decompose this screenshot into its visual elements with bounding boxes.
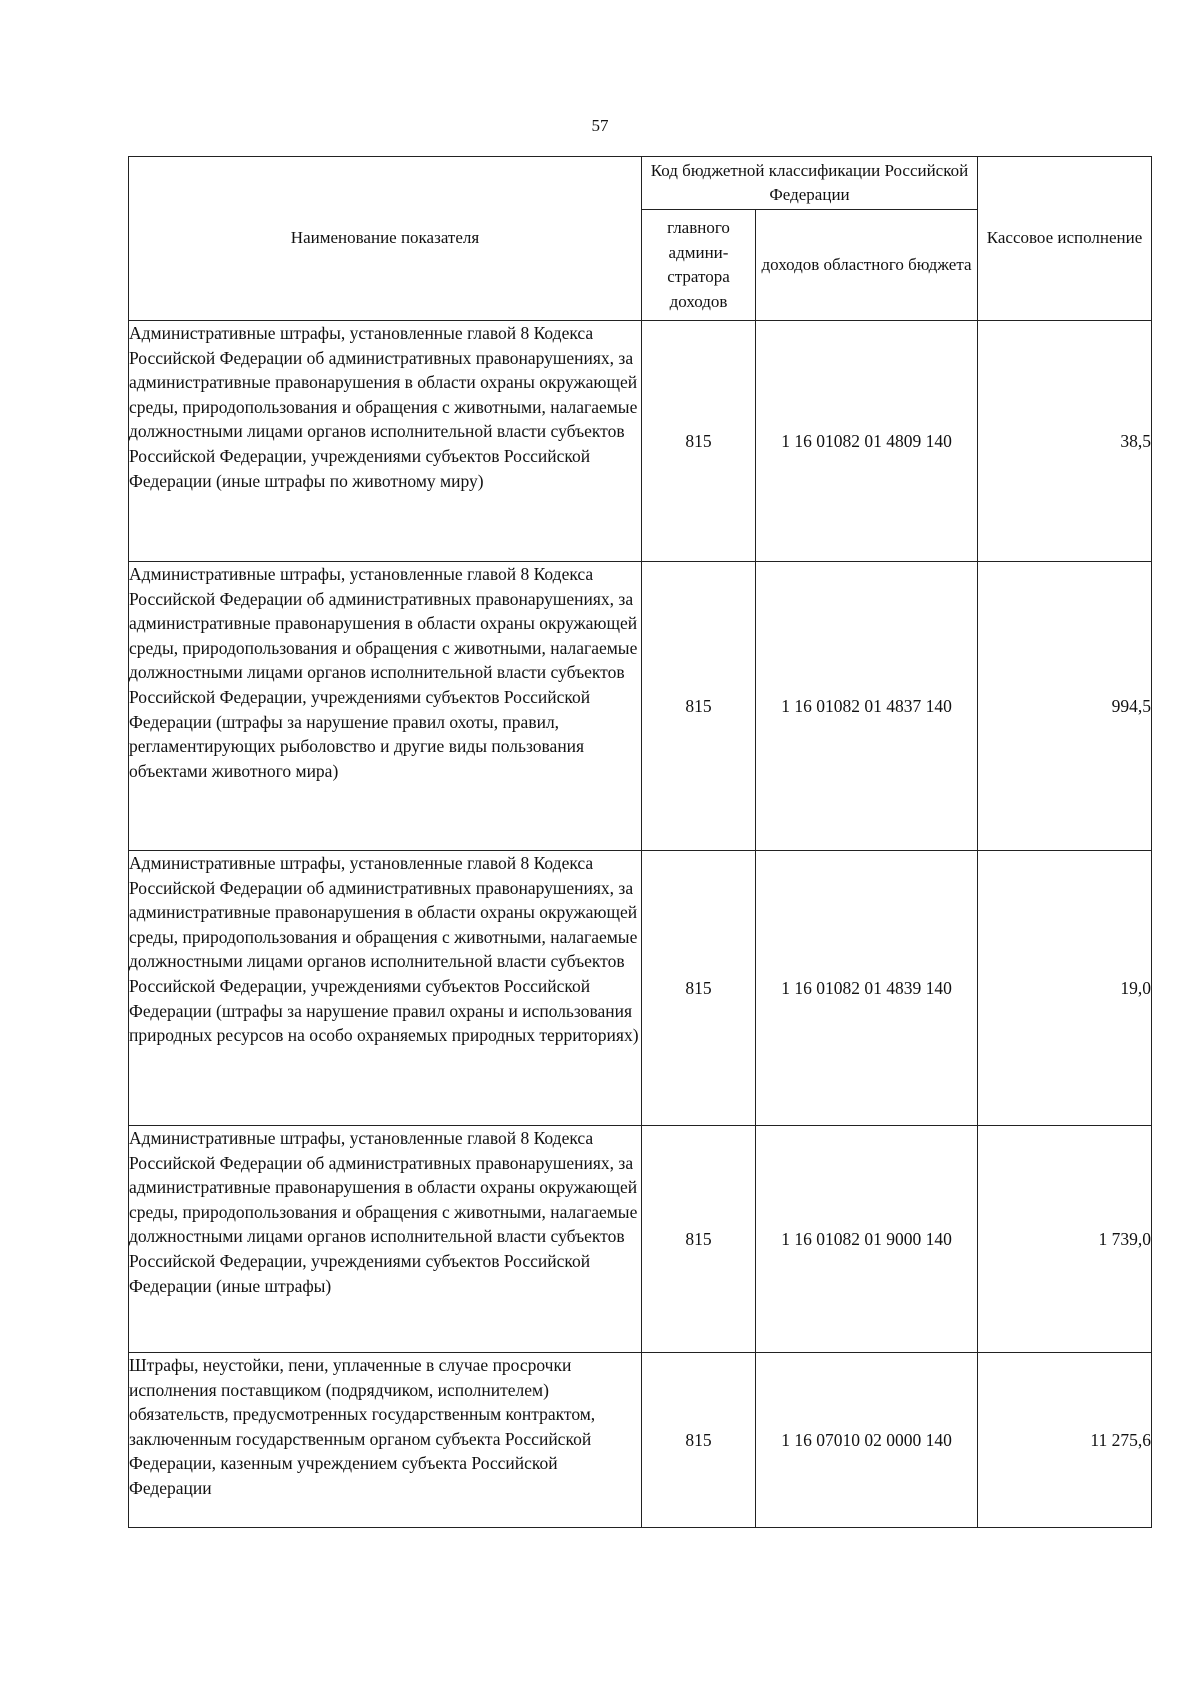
table-body	[129, 321, 1152, 1528]
admin-code-cell: 815	[642, 562, 756, 851]
budget-revenue-table	[128, 156, 1152, 1528]
page-number: 57	[591, 116, 609, 135]
header-classification-code: Код бюджетной классификации Российской Федерации	[642, 157, 978, 210]
header-cash-execution: Кассовое исполнение	[978, 157, 1152, 321]
amount-cell: 19,0	[978, 851, 1152, 1126]
indicator-name-cell: Административные штрафы, установленные главой 8 Кодекса Российской Федерации об административных правонарушениях, за административные правонарушения в области охраны окружающей среды, природопользования и обращения с животными, налагаемые должностными лицами органов исполнительной власти субъектов Российской Федерации, учреждениями субъектов Российской Федерации (иные штрафы)	[129, 1126, 642, 1353]
income-code-cell: 1 16 01082 01 4809 140	[756, 321, 978, 562]
income-code-cell: 1 16 07010 02 0000 140	[756, 1353, 978, 1528]
admin-code-cell: 815	[642, 1353, 756, 1528]
header-admin-code: главного админи-стратора доходов	[642, 210, 756, 321]
income-code-cell: 1 16 01082 01 4839 140	[756, 851, 978, 1126]
indicator-name-cell: Административные штрафы, установленные главой 8 Кодекса Российской Федерации об административных правонарушениях, за административные правонарушения в области охраны окружающей среды, природопользования и обращения с животными, налагаемые должностными лицами органов исполнительной власти субъектов Российской Федерации, учреждениями субъектов Российской Федерации (иные штрафы по животному миру)	[129, 321, 642, 562]
header-income-code: доходов областного бюджета	[756, 210, 978, 321]
admin-code-cell: 815	[642, 851, 756, 1126]
indicator-name-cell: Административные штрафы, установленные главой 8 Кодекса Российской Федерации об административных правонарушениях, за административные правонарушения в области охраны окружающей среды, природопользования и обращения с животными, налагаемые должностными лицами органов исполнительной власти субъектов Российской Федерации, учреждениями субъектов Российской Федерации (штрафы за нарушение правил охоты, правил, регламентирующих рыболовство и другие виды пользования объектами животного мира)	[129, 562, 642, 851]
amount-cell: 1 739,0	[978, 1126, 1152, 1353]
amount-cell: 994,5	[978, 562, 1152, 851]
table-row	[129, 321, 1152, 562]
table-row	[129, 1126, 1152, 1353]
table-row	[129, 562, 1152, 851]
admin-code-cell: 815	[642, 1126, 756, 1353]
indicator-name-cell: Штрафы, неустойки, пени, уплаченные в случае просрочки исполнения поставщиком (подрядчиком, исполнителем) обязательств, предусмотренных государственным контрактом, заключенным государственным органом субъекта Российской Федерации, казенным учреждением субъекта Российской Федерации	[129, 1353, 642, 1528]
amount-cell: 38,5	[978, 321, 1152, 562]
table-row	[129, 1353, 1152, 1528]
admin-code-cell: 815	[642, 321, 756, 562]
income-code-cell: 1 16 01082 01 9000 140	[756, 1126, 978, 1353]
table-row	[129, 851, 1152, 1126]
amount-cell: 11 275,6	[978, 1353, 1152, 1528]
income-code-cell: 1 16 01082 01 4837 140	[756, 562, 978, 851]
indicator-name-cell: Административные штрафы, установленные главой 8 Кодекса Российской Федерации об административных правонарушениях, за административные правонарушения в области охраны окружающей среды, природопользования и обращения с животными, налагаемые должностными лицами органов исполнительной власти субъектов Российской Федерации, учреждениями субъектов Российской Федерации (штрафы за нарушение правил охраны и использования природных ресурсов на особо охраняемых природных территориях)	[129, 851, 642, 1126]
header-indicator-name: Наименование показателя	[129, 157, 642, 321]
table-header	[129, 157, 1152, 321]
